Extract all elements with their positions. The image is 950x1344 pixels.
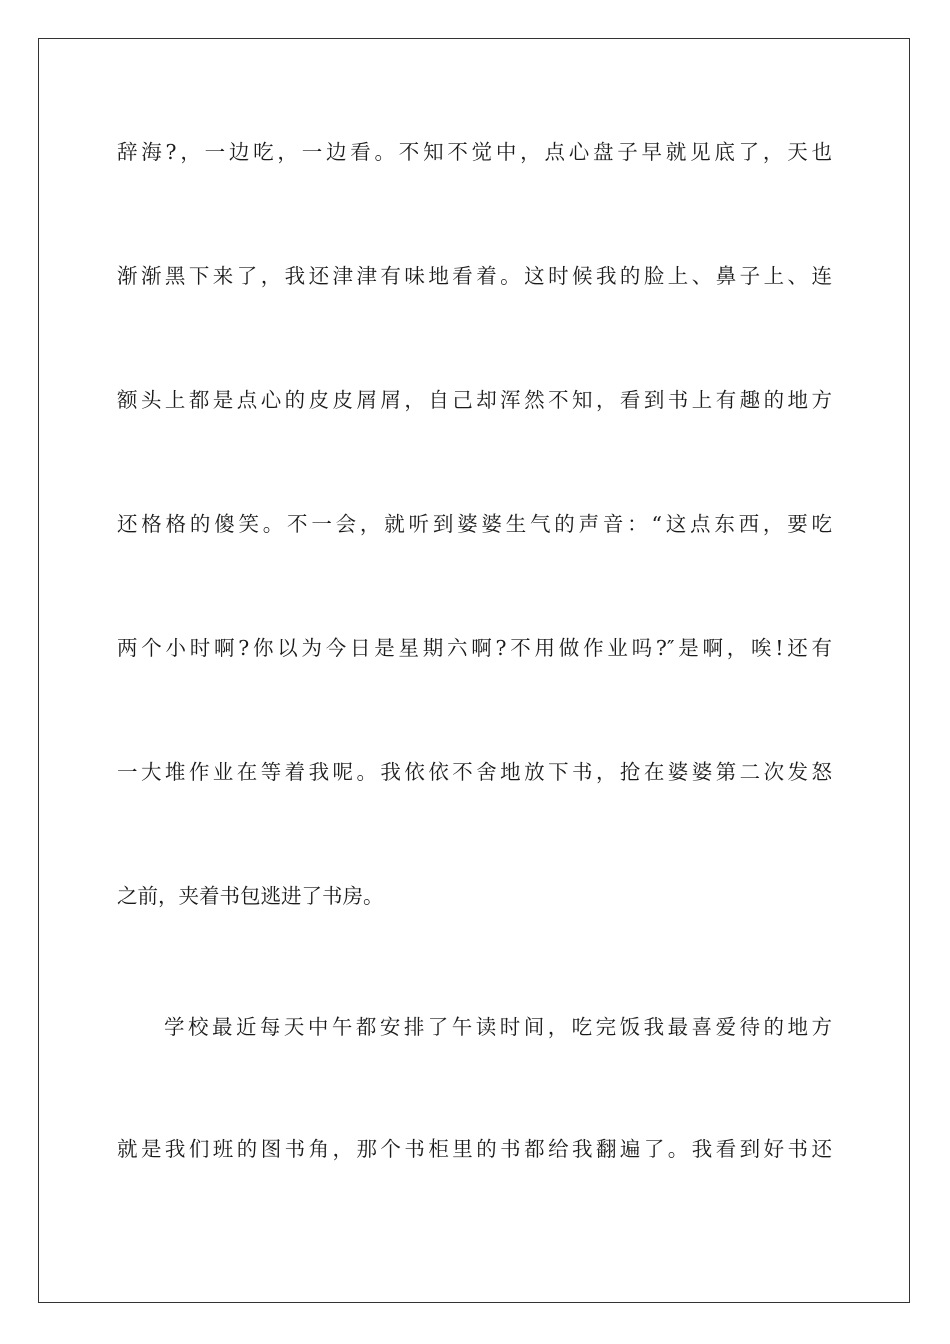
paragraph-line-6: 一大堆作业在等着我呢。我依依不舍地放下书，抢在婆婆第二次发怒 — [117, 760, 832, 784]
paragraph-line-1: 辞海?，一边吃，一边看。不知不觉中，点心盘子早就见底了，天也 — [117, 140, 832, 164]
paragraph-line-3: 额头上都是点心的皮皮屑屑，自己却浑然不知，看到书上有趣的地方 — [117, 388, 832, 412]
paragraph-line-8: 学校最近每天中午都安排了午读时间，吃完饭我最喜爱待的地方 — [164, 1015, 832, 1039]
paragraph-line-7: 之前，夹着书包逃进了书房。 — [117, 884, 384, 908]
paragraph-line-2: 渐渐黑下来了，我还津津有味地看着。这时候我的脸上、鼻子上、连 — [117, 264, 832, 288]
paragraph-line-4: 还格格的傻笑。不一会，就听到婆婆生气的声音：“这点东西，要吃 — [117, 512, 832, 536]
page-border — [38, 38, 910, 1303]
paragraph-line-9: 就是我们班的图书角，那个书柜里的书都给我翻遍了。我看到好书还 — [117, 1137, 832, 1161]
paragraph-line-5: 两个小时啊?你以为今日是星期六啊?不用做作业吗?″是啊，唉!还有 — [117, 636, 832, 660]
